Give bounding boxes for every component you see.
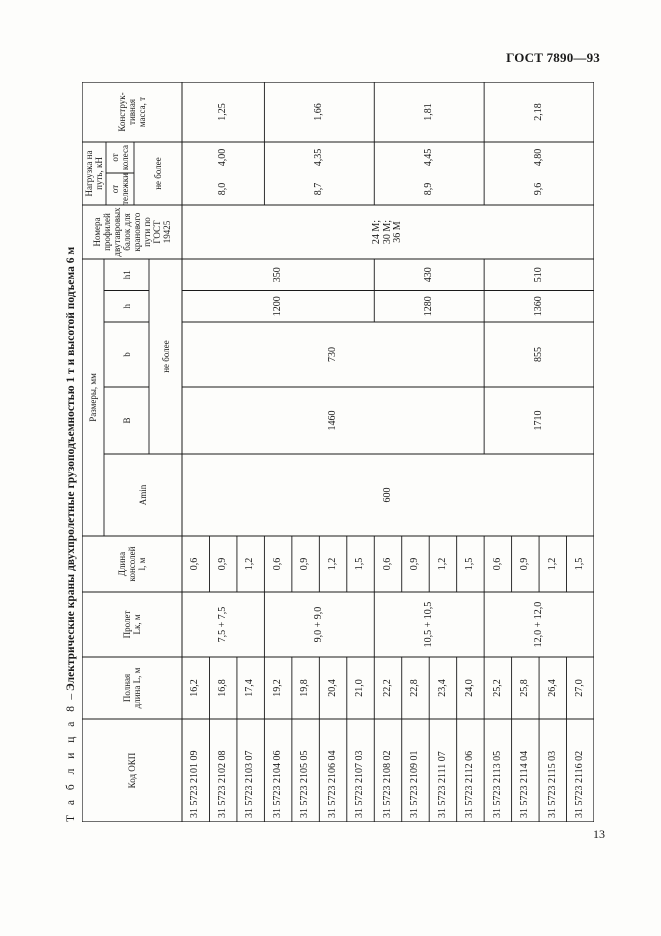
value-B: 1710: [532, 410, 544, 431]
header-full-length: [82, 657, 182, 719]
header-h: h: [121, 304, 132, 309]
row-console: 1,2: [436, 557, 448, 571]
value-h1: 350: [271, 267, 283, 283]
group-load-trolley: 9,6: [532, 182, 544, 196]
group-span: 10,5 + 10,5: [422, 601, 434, 648]
row-console: 0,9: [519, 557, 531, 571]
row-console: 0,6: [271, 557, 283, 571]
caption-dash: –: [65, 690, 77, 703]
text-line: 36 М: [392, 221, 404, 243]
group-load-trolley: 8,7: [313, 182, 325, 196]
header-mass: [82, 82, 182, 142]
group-mass: 1,25: [216, 103, 228, 121]
row-length: 25,2: [491, 679, 503, 697]
value-b: 730: [326, 347, 338, 362]
page-number: 13: [593, 827, 605, 841]
crane-table: [82, 82, 594, 822]
group-load-trolley: 8,0: [216, 182, 228, 196]
row-code: 31 5723 2111 07: [436, 751, 448, 818]
header-load-not-more: не более: [153, 157, 163, 190]
header-span: [82, 592, 182, 657]
text-line: пути по: [142, 217, 152, 247]
row-code: 31 5723 2113 05: [491, 750, 503, 818]
row-length: 20,4: [326, 679, 338, 697]
value-B: 1460: [326, 410, 338, 431]
row-length: 16,2: [189, 679, 201, 697]
row-code: 31 5723 2102 08: [216, 750, 228, 818]
text-line: двутавровых: [112, 207, 122, 257]
text-line: кранового: [132, 212, 142, 252]
text-line: 19425: [162, 220, 172, 244]
header-dimensions: Размеры, мм: [88, 373, 98, 422]
group-mass: 2,18: [532, 103, 544, 121]
row-console: 1,5: [464, 557, 476, 571]
group-mass: 1,66: [313, 103, 325, 121]
row-console: 1,2: [326, 557, 338, 571]
profiles-value-lines: [372, 220, 404, 244]
row-code: 31 5723 2101 09: [189, 750, 201, 818]
text-line: Длина: [117, 551, 127, 577]
header-code: Код ОКП: [127, 752, 137, 789]
text-line: балок для: [122, 213, 132, 251]
row-code: 31 5723 2105 05: [299, 750, 311, 818]
row-length: 19,2: [271, 679, 283, 697]
group-load-trolley: 8,9: [422, 182, 434, 196]
group-load-wheel: 4,00: [216, 148, 228, 167]
caption-label: Т а б л и ц а 8: [65, 702, 77, 822]
profiles-value: [182, 205, 594, 259]
row-console: 1,2: [244, 557, 256, 571]
standard-code: ГОСТ 7890—93: [506, 50, 600, 65]
caption-title: Электрические краны двухпролетные грузоподъемностью 1 т и высотой подъема 6 м: [65, 246, 77, 691]
row-length: 27,0: [574, 679, 585, 697]
row-console: 0,9: [216, 557, 228, 571]
header-console: [82, 536, 182, 592]
value-h1: 430: [422, 267, 434, 283]
group-span: 12,0 + 12,0: [532, 601, 544, 648]
text-line: Номера: [92, 217, 102, 247]
header-h1: h1: [121, 270, 132, 280]
group-load-wheel: 4,80: [532, 148, 544, 167]
row-console: 0,6: [381, 557, 393, 571]
row-length: 25,8: [519, 679, 531, 697]
value-b: 855: [532, 347, 544, 362]
header-wheel: от колеса: [110, 144, 130, 171]
value-h: 1280: [422, 296, 434, 317]
row-code: 31 5723 2109 01: [409, 750, 421, 818]
header-load: Нагрузка на путь, кН: [84, 150, 104, 197]
row-code: 31 5723 2116 02: [574, 750, 585, 818]
header-span-lines: [122, 611, 142, 639]
header-profiles: [82, 205, 182, 259]
row-length: 21,0: [354, 679, 366, 697]
table-caption: [60, 82, 82, 822]
text-line: 30 М;: [381, 219, 393, 245]
text-line: Lк, м: [132, 614, 142, 635]
group-load-wheel: 4,45: [422, 148, 434, 167]
text-line: Полная: [122, 673, 132, 703]
row-code: 31 5723 2115 03: [546, 750, 558, 818]
row-length: 26,4: [546, 679, 558, 697]
row-code: 31 5723 2104 06: [271, 750, 283, 818]
group-span: 9,0 + 9,0: [313, 606, 325, 643]
text-line: тивная: [127, 99, 137, 125]
row-length: 16,8: [216, 679, 228, 697]
text-line: профилей: [102, 213, 112, 251]
value-h: 1200: [271, 296, 283, 317]
row-length: 22,8: [409, 679, 421, 697]
row-length: 19,8: [299, 679, 311, 697]
text-line: Конструк-: [117, 92, 127, 132]
text-line: 24 М;: [371, 219, 383, 245]
row-length: 23,4: [436, 679, 448, 697]
group-load-wheel: 4,35: [313, 148, 325, 167]
row-code: 31 5723 2106 04: [326, 750, 338, 818]
row-console: 1,2: [546, 557, 558, 571]
row-console: 0,9: [409, 557, 421, 571]
text-line: консолей: [127, 546, 137, 582]
value-h: 1360: [532, 296, 544, 317]
row-length: 24,0: [464, 679, 476, 697]
group-span: 7,5 + 7,5: [216, 606, 228, 643]
text-line: Пролет: [122, 610, 132, 639]
text-line: масса, т: [137, 96, 147, 128]
header-mass-lines: [117, 92, 147, 131]
rotated-table-block: [60, 82, 600, 822]
row-code: 31 5723 2108 02: [381, 750, 393, 818]
header-full-length-lines: [122, 668, 142, 709]
header-profiles-lines: [92, 207, 172, 256]
amin-value: 600: [381, 487, 393, 503]
row-code: 31 5723 2114 04: [519, 750, 531, 818]
row-code: 31 5723 2107 03: [354, 750, 366, 818]
text-line: ГОСТ: [152, 220, 162, 244]
row-console: 0,6: [491, 557, 503, 571]
row-length: 22,2: [381, 679, 393, 697]
header-console-lines: [117, 547, 147, 582]
row-console: 1,5: [574, 557, 585, 571]
row-code: 31 5723 2112 06: [464, 750, 476, 818]
header-dims-not-more: не более: [160, 340, 171, 373]
header-b: b: [121, 352, 132, 357]
row-console: 1,5: [354, 557, 366, 571]
row-code: 31 5723 2103 07: [244, 750, 256, 818]
value-h1: 510: [532, 267, 544, 283]
group-mass: 1,81: [422, 103, 434, 121]
text-line: l, м: [137, 557, 147, 571]
header-B: B: [121, 417, 132, 424]
header-amin: Amin: [138, 484, 148, 506]
row-console: 0,9: [299, 557, 311, 571]
header-trolley: от тележки: [110, 173, 130, 205]
row-length: 17,4: [244, 679, 256, 697]
text-line: длина L, м: [132, 667, 142, 709]
row-console: 0,6: [189, 557, 201, 571]
